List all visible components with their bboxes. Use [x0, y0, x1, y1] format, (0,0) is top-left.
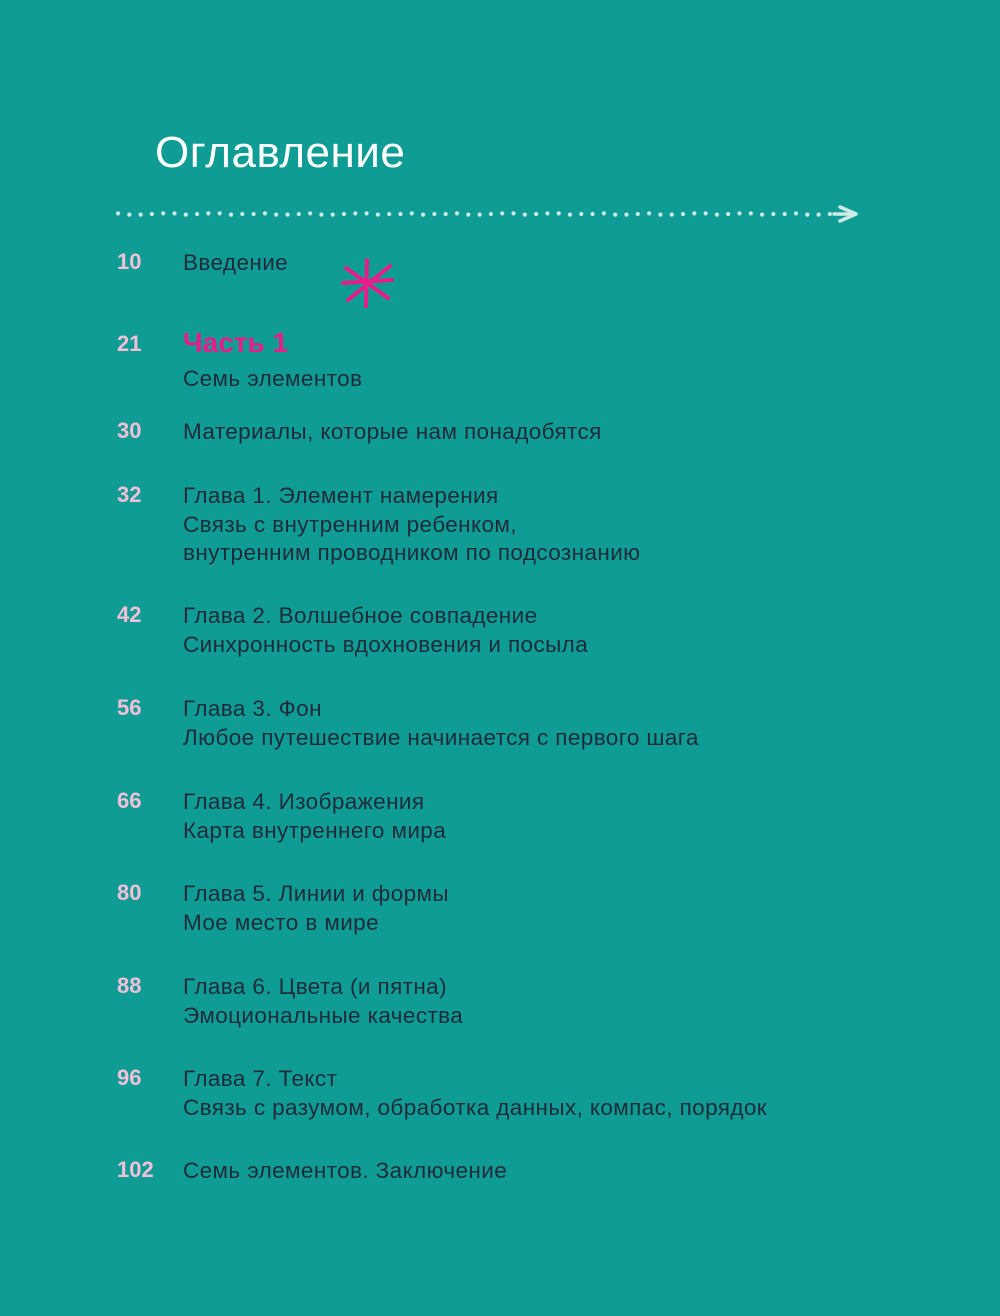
chapter-title: Глава 7. Текст — [183, 1066, 338, 1091]
chapter-subtitle: Любое путешествие начинается с первого шага — [183, 724, 699, 750]
rule-dot — [150, 212, 154, 216]
rule-dot — [704, 211, 708, 215]
rule-dot — [444, 212, 448, 216]
rule-dot — [613, 213, 617, 217]
page-number: 21 — [117, 331, 142, 356]
rule-dot — [252, 212, 256, 216]
asterisk-icon — [338, 256, 396, 310]
rule-dot — [365, 211, 369, 215]
rule-dot — [421, 213, 425, 217]
rule-dot — [139, 213, 143, 217]
rule-dot — [511, 211, 515, 215]
rule-dot — [681, 212, 685, 216]
rule-dot — [410, 211, 414, 215]
rule-dot — [783, 212, 787, 216]
rule-dot — [342, 212, 346, 216]
rule-dot — [274, 213, 278, 217]
chapter-subtitle: Связь с разумом, обработка данных, компас, порядок — [183, 1094, 768, 1120]
chapter-subtitle: Синхронность вдохновения и посыла — [183, 631, 589, 657]
rule-dot — [263, 211, 267, 215]
rule-dot — [387, 212, 391, 216]
rule-dot — [737, 211, 741, 215]
rule-dot — [805, 213, 809, 217]
rule-dot — [319, 213, 323, 217]
rule-dot — [794, 211, 798, 215]
rule-dot — [184, 213, 188, 217]
rule-dot — [771, 212, 775, 216]
rule-dot — [195, 212, 199, 216]
rule-dot — [828, 212, 832, 216]
rule-dot — [602, 211, 606, 215]
rule-dot — [557, 211, 561, 215]
page-number: 56 — [117, 695, 142, 720]
rule-dot — [240, 212, 244, 216]
rule-dot — [545, 211, 549, 215]
rule-dot — [308, 211, 312, 215]
rule-dot — [658, 213, 662, 217]
chapter-title: Глава 4. Изображения — [183, 789, 425, 814]
rule-dot — [591, 212, 595, 216]
chapter-title: Глава 3. Фон — [183, 696, 322, 721]
rule-dot — [500, 211, 504, 215]
page-number: 102 — [117, 1157, 154, 1182]
rule-dot — [218, 211, 222, 215]
part-title: Часть 1 — [183, 327, 289, 358]
rule-dot — [398, 212, 402, 216]
rule-dot — [692, 211, 696, 215]
rule-dot — [116, 211, 120, 215]
rule-dot — [489, 212, 493, 216]
rule-dot — [353, 211, 357, 215]
chapter-subtitle: Эмоциональные качества — [183, 1002, 464, 1028]
page-number: 32 — [117, 482, 142, 507]
rule-dot — [579, 212, 583, 216]
entry-title: Введение — [183, 250, 289, 275]
page-number: 66 — [117, 788, 142, 813]
rule-dot — [466, 213, 470, 217]
rule-dot — [523, 213, 527, 217]
page-number: 30 — [117, 418, 142, 443]
rule-dot — [636, 212, 640, 216]
rule-dot — [297, 212, 301, 216]
chapter-title: Глава 5. Линии и формы — [183, 881, 449, 906]
rule-dot — [331, 213, 335, 217]
rule-dot — [376, 213, 380, 217]
page-number: 96 — [117, 1065, 142, 1090]
rule-dot — [161, 211, 165, 215]
dotted-arrow-icon — [112, 202, 872, 226]
chapter-subtitle: Мое место в мире — [183, 909, 379, 935]
entry-title: Семь элементов. Заключение — [183, 1158, 508, 1183]
part-subtitle: Семь элементов — [183, 366, 363, 391]
page-number: 88 — [117, 973, 142, 998]
rule-dot — [285, 213, 289, 217]
chapter-title: Глава 2. Волшебное совпадение — [183, 603, 538, 628]
rule-dot — [726, 212, 730, 216]
page-number: 10 — [117, 249, 142, 274]
rule-dot — [715, 213, 719, 217]
rule-dot — [568, 213, 572, 217]
rule-dot — [172, 211, 176, 215]
entry-title: Материалы, которые нам понадобятся — [183, 419, 602, 444]
rule-dot — [229, 213, 233, 217]
rule-dot — [206, 211, 210, 215]
rule-dot — [127, 213, 131, 217]
page-number: 80 — [117, 880, 142, 905]
chapter-subtitle: Карта внутреннего мира — [183, 817, 447, 843]
rule-dot — [534, 212, 538, 216]
chapter-title: Глава 1. Элемент намерения — [183, 483, 499, 508]
rule-dot — [647, 211, 651, 215]
rule-dot — [624, 213, 628, 217]
chapter-title: Глава 6. Цвета (и пятна) — [183, 974, 447, 999]
rule-dot — [455, 211, 459, 215]
rule-dot — [432, 212, 436, 216]
page-number: 42 — [117, 602, 142, 627]
chapter-subtitle: Связь с внутренним ребенком, — [183, 511, 517, 537]
chapter-subtitle-line-2: внутренним проводником по подсознанию — [183, 540, 641, 565]
rule-dot — [817, 213, 821, 217]
rule-dot — [760, 213, 764, 217]
rule-dot — [670, 213, 674, 217]
rule-dot — [478, 213, 482, 217]
rule-dot — [749, 211, 753, 215]
page-title: Оглавление — [155, 128, 406, 177]
